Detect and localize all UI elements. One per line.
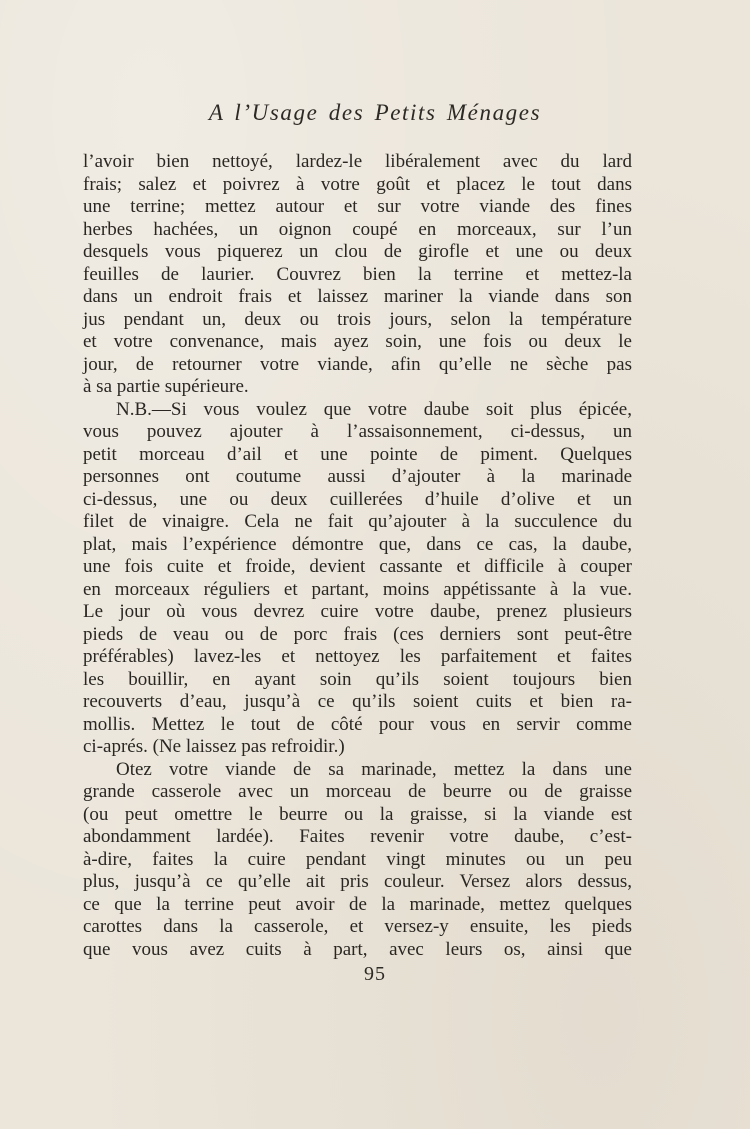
text-line: personnes ont coutume aussi d’ajouter à la marinade: [83, 466, 632, 487]
text-line: les bouillir, en ayant soin qu’ils soient toujours bien: [83, 668, 632, 690]
text-line: recouverts d’eau, jusqu’à ce qu’ils soient cuits et bien ra-: [83, 691, 632, 712]
text-line: plus, jusqu’à ce qu’elle ait pris couleur. Versez alors dessus,: [83, 871, 632, 892]
text-line: feuilles de laurier. Couvrez bien la terrine et mettez-la: [83, 263, 632, 285]
text-line: abondamment lardée). Faites revenir votre daube, c’est-: [83, 826, 632, 847]
text-line: herbes hachées, un oignon coupé en morceaux, sur l’un: [83, 218, 632, 240]
text-line: préférables) lavez-les et nettoyez les parfaitement et faites: [83, 646, 632, 667]
text-line: carottes dans la casserole, et versez-y ensuite, les pieds: [83, 916, 632, 937]
text-line: vous pouvez ajouter à l’assaisonnement, ci-dessus, un: [83, 421, 632, 442]
text-line: dans un endroit frais et laissez mariner la viande dans son: [83, 286, 632, 307]
text-line: jus pendant un, deux ou trois jours, selon la température: [83, 308, 632, 330]
text-line: plat, mais l’expérience démontre que, dans ce cas, la daube,: [83, 533, 632, 555]
text-line: mollis. Mettez le tout de côté pour vous en servir comme: [83, 713, 632, 735]
text-line: ce que la terrine peut avoir de la marinade, mettez quelques: [83, 893, 632, 915]
running-head: A l’Usage des Petits Ménages: [208, 100, 542, 125]
text-line: en morceaux réguliers et partant, moins appétissante à la vue.: [83, 578, 632, 600]
text-line: pieds de veau ou de porc frais (ces derniers sont peut-être: [83, 623, 632, 645]
text-line: et votre convenance, mais ayez soin, une fois ou deux le: [83, 331, 632, 352]
text-line: Otez votre viande de sa marinade, mettez la dans une: [116, 758, 632, 780]
text-line: Le jour où vous devrez cuire votre daube, prenez plusieurs: [83, 601, 632, 622]
text-line: frais; salez et poivrez à votre goût et placez le tout dans: [83, 173, 632, 195]
text-line: ci-aprés. (Ne laissez pas refroidir.): [83, 736, 345, 757]
text-line: jour, de retourner votre viande, afin qu’elle ne sèche pas: [83, 353, 632, 375]
text-line: à-dire, faites la cuire pendant vingt minutes ou un peu: [83, 848, 632, 870]
text-line: filet de vinaigre. Cela ne fait qu’ajouter à la succulence du: [83, 511, 632, 532]
text-line: desquels vous piquerez un clou de girofle et une ou deux: [83, 241, 632, 262]
text-line: (ou peut omettre le beurre ou la graisse, si la viande est: [83, 803, 632, 825]
text-line: l’avoir bien nettoyé, lardez-le libéralement avec du lard: [83, 151, 632, 172]
text-line: petit morceau d’ail et une pointe de piment. Quelques: [83, 443, 632, 465]
page-number: 95: [364, 963, 386, 985]
text-line: une fois cuite et froide, devient cassante et difficile à couper: [83, 556, 632, 577]
text-line: ci-dessus, une ou deux cuillerées d’huile d’olive et un: [83, 488, 632, 510]
text-line: que vous avez cuits à part, avec leurs os, ainsi que: [83, 938, 632, 960]
text-line: grande casserole avec un morceau de beurre ou de graisse: [83, 781, 632, 802]
text-line: à sa partie supérieure.: [83, 376, 249, 397]
text-line: une terrine; mettez autour et sur votre viande des fines: [83, 196, 632, 217]
text-line: N.B.—Si vous voulez que votre daube soit plus épicée,: [116, 398, 632, 420]
body-text: [83, 151, 632, 961]
